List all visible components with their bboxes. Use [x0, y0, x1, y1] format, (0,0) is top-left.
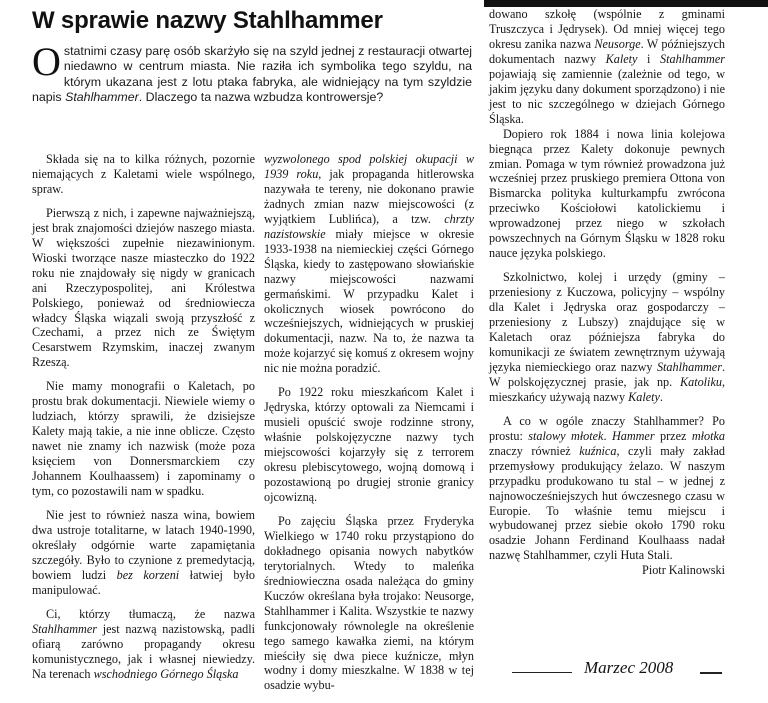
paragraph: Dopiero rok 1884 i nowa linia kolejowa biegnąca przez Kalety dokonuje pewnych zmian. Pomaga w tym również prowadzona już wcześniej przez pruskiego premiera Ottona von Bismarcka polityka kulturkampfu zwrócona przeciwko Kościołowi katolickiemu i wprowadzonej przez niego w szkołach powszechnych na Górnym Śląsku w 1828 roku nauce języka polskiego. [489, 126, 725, 261]
paragraph-text: Ci, którzy tłumaczą, że nazwa [46, 606, 255, 621]
emphasis: wyzwolonego spod polskiej okupacji w 1939 roku [264, 152, 474, 181]
paragraph-text: . W polskojęzycznej prasie, jak np. [489, 359, 725, 389]
column-2 [264, 152, 474, 693]
emphasis: wschodniego Górnego Śląska [93, 666, 239, 681]
paragraph-text: łatwiej było manipulować. [32, 567, 255, 597]
issue-date: Marzec 2008 [584, 658, 674, 677]
emphasis: Kalety [605, 51, 638, 66]
paragraph: Po 1922 roku mieszkańcom Kalet i Jędryska, którzy optowali za Niemcami i musieli opuścić swoje rodzinne strony, właśnie polskojęzyczne nazwy tych miejscowości kojarzyły się z terrorem okresu plebiscytowego, wojną domową i pozostawioną po drugiej stronie granicy ojcowizną. [264, 385, 474, 504]
paragraph [489, 7, 725, 127]
paragraph-text: , czyli mały zakład przemysłowy produkujący żelazo. W naszym przypadku produkowano tu stal – w jednej z najnowocześniejszych hut ówczesnego czasu w Europie. To właśnie temu miejscu i wybudowanej przez siebie około 1790 roku osadzie Johann Ferdinand Koulhaass nadał nazwę Stahlhammer, czyli Huta Stali. [489, 443, 726, 563]
emphasis: Neusorge [594, 36, 641, 51]
paragraph-text: znaczy również [489, 443, 580, 458]
paragraph: Nie mamy monografii o Kaletach, po prostu brak dokumentacji. Niewiele wiemy o ludziach, którzy sprawili, że dzisiejsze Kalety mają takie, a nie inne oblicze. Często nawet nie znamy ich nazwisk (może poza księciem von Donnersmarckiem czy Johannem Koulhaassem) i zapominamy o tym, co pozostawili nam w spadku. [32, 379, 255, 499]
emphasis: Stahlhammer [32, 621, 97, 636]
emphasis: chrzty nazistowskie [264, 211, 474, 241]
paragraph [489, 414, 725, 564]
paragraph: Pierwszą z nich, i zapewne najważniejszą, jest brak znajomości dziejów naszego miasta. W większości zupełnie niezawinionym. Wioski tworzące nasze miasteczko do 1922 roku nie znajdowały się nigdy w granicach ani Rzeczypospolitej, ani Królestwa Polskiego, ponieważ od średniowiecza władcy Śląska wiązali swoją przyszłość z Czechami, a przez nich ze Świętym Cesarstwem Rzymskim, inaczej zwanym Rzeszą. [32, 205, 255, 370]
emphasis: Hammer [611, 428, 655, 443]
paragraph-text: , jak propaganda hitlerowska nazywała te tereny, nie dokonano prawie żadnych zmian nazw miejscowości (z wyjątkiem Lublińca), a tzw. [264, 166, 475, 226]
article-lead [32, 39, 472, 105]
paragraph: Po zajęciu Śląska przez Fryderyka Wielkiego w 1740 roku przystąpiono do dokładnego opisania nowych nabytków terytorialnych. Wtedy to maleńka średniowieczna osada należąca do gminy Kuczów określana była trojako: Neusorge, Stahlhammer i Kalita. Wszystkie te nazwy funkcjonowały równolegle na określenie tego samego kawałka ziemi, na którym mieściły się dwa piece kuźnicze, młyn wodny i domy mieszkalne. W 1838 w tej osadzie wybu- [264, 513, 474, 693]
lead-tail: . Dlaczego ta nazwa wzbudza kontrowersje? [138, 89, 384, 104]
drop-cap: O [32, 39, 61, 84]
paragraph-text: miały miejsce w okresie 1933-1938 na niemieckiej części Górnego Śląska, kiedy to zastępowano słowiańskie nazwy miejscowości nazwami germańskimi. W przypadku Kalet i okolicznych wiosek powrócono do wcześniejszych, widniejących w pruskiej dokumentacji, nazw. Na to, że nazwa ta może kojarzyć się komuś z okresem wojny nic nie można poradzić. [264, 226, 474, 376]
paragraph: Składa się na to kilka różnych, pozornie niemających z Kaletami wiele wspólnego, spraw. [32, 152, 255, 196]
emphasis: bez korzeni [116, 567, 180, 582]
paragraph [32, 607, 255, 682]
paragraph-text: jest nazwą nazistowską, padli ofiarą zarówno propagandy okresu komunistycznego, jak i własnej niewiedzy. Na terenach [32, 621, 255, 681]
emphasis: kuźnica [579, 443, 617, 458]
emphasis: Stahlhammer [656, 359, 722, 374]
top-rule [484, 0, 768, 7]
footer-rule-left [512, 672, 572, 673]
paragraph-text: . [659, 389, 663, 404]
paragraph-text: pojawiają się zamiennie (zależnie od tego, w jakim języku dany dokument sporządzono) i nie jest to nic szczególnego w dziejach Górnego Śląska. [489, 66, 725, 126]
lead-italic: Stahlhammer [65, 89, 139, 104]
column-3 [489, 7, 725, 578]
paragraph-text: dowano szkołę (wspólnie z gminami Truszczyca i Jędrysek). Od mniej więcej tego okresu zanika nazwa [489, 7, 725, 51]
paragraph [32, 508, 255, 598]
emphasis: Stahlhammer [660, 51, 725, 66]
emphasis: młotka [691, 428, 726, 443]
emphasis: stalowy młotek [528, 428, 604, 443]
paragraph-text: , mieszkańcy używają nazwy [489, 374, 725, 404]
paragraph [264, 152, 474, 376]
paragraph [489, 270, 725, 405]
emphasis: Katoliku [679, 374, 722, 389]
paragraph-text: i [637, 51, 660, 66]
paragraph-text: Szkolnictwo, kolej i urzędy (gminy – przeniesiony z Kuczowa, policyjny – wspólny dla Kalet i Jędryska oraz gospodarczy – przeniesiony z Lubszy) znajdujące się w Kaletach oraz późniejsza fabryka do komunikacji ze światem zewnętrznym używają języka niemieckiego oraz nazwy [489, 270, 725, 374]
lead-text: statnimi czasy parę osób skarżyło się na szyld jednej z restauracji otwartej niedawno w centrum miasta. Nie raziła ich symbolika tego szyldu, na którym ukazana jest z lotu ptaka fabryka, ale widniejący na tym szyldzie napis [32, 44, 472, 104]
emphasis: Kalety [628, 389, 660, 404]
paragraph-text: . [603, 428, 612, 443]
footer-rule-right [700, 672, 722, 674]
paragraph-text: Nie jest to również nasza wina, bowiem dwa ustroje totalitarne, w latach 1940-1990, określały odgórnie warte zapamiętania szczegóły. Było to czynione z premedytacją, bowiem ludzi [32, 507, 255, 582]
paragraph-text: . W późniejszych dokumentach nazwy [489, 36, 726, 66]
paragraph-text: A co w ogóle znaczy Stahlhammer? Po prostu: [489, 413, 725, 443]
column-1 [32, 152, 255, 681]
paragraph-text: przez [654, 428, 692, 443]
article-title: W sprawie nazwy Stahlhammer [32, 7, 383, 34]
author-signature: Piotr Kalinowski [642, 563, 725, 578]
